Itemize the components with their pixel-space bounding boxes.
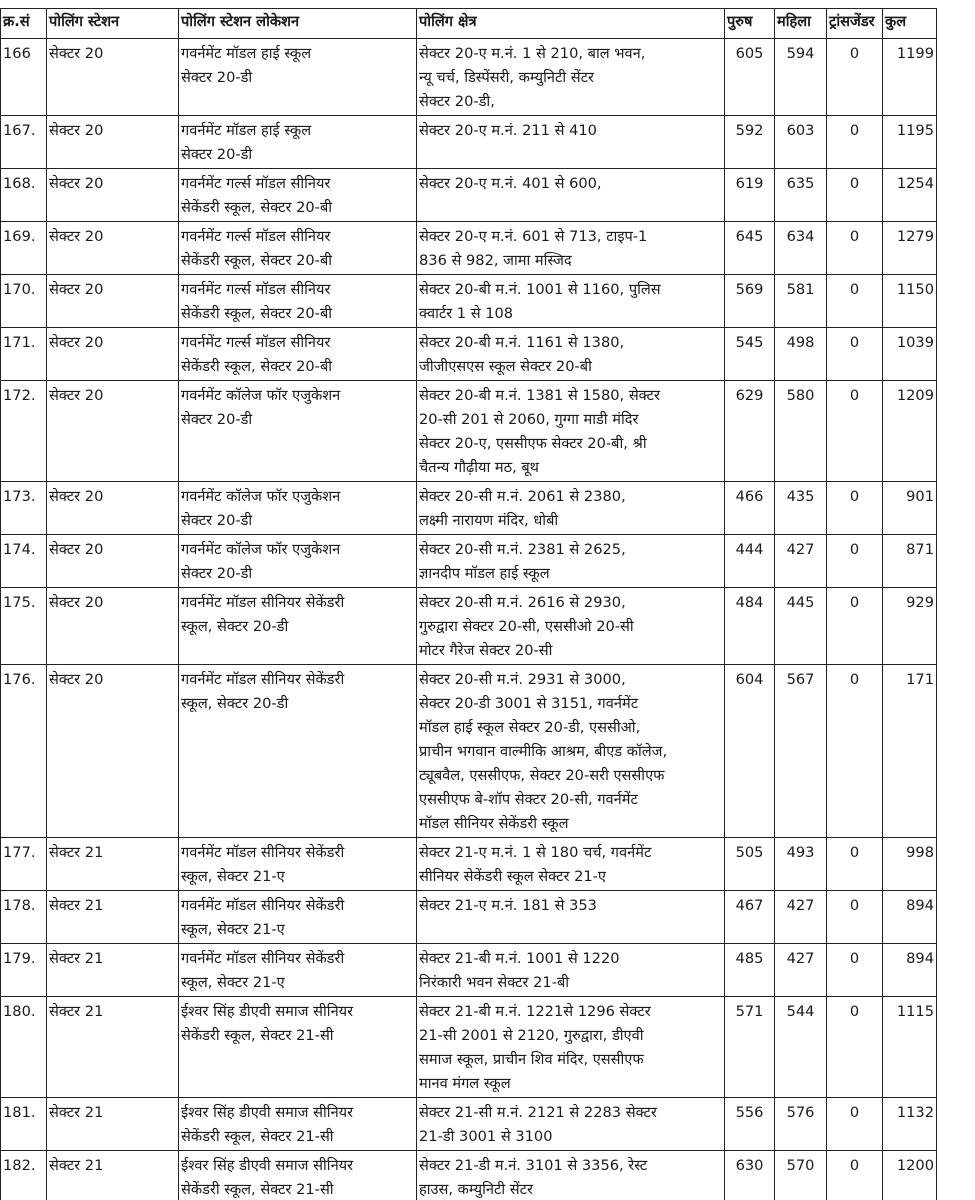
header-transgender: ट्रांसजेंडर [827,9,883,39]
cell-male: 545 [725,328,775,381]
cell-station: सेक्टर 20 [47,535,179,588]
cell-total: 894 [883,944,937,997]
table-row [1,665,937,838]
cell-female: 427 [775,891,827,944]
cell-serial: 180. [1,997,47,1098]
cell-location: ईश्वर सिंह डीएवी समाज सीनियर सेकेंडरी स्कूल, सेक्टर 21-सी [179,997,417,1098]
polling-station-table [0,8,937,1200]
cell-area: सेक्टर 20-ए म.नं. 601 से 713, टाइप-1 836 से 982, जामा मस्जिद [417,222,725,275]
cell-total: 1209 [883,381,937,482]
cell-area: सेक्टर 20-ए म.नं. 401 से 600, [417,169,725,222]
cell-transgender: 0 [827,328,883,381]
table-row [1,1151,937,1200]
cell-serial: 169. [1,222,47,275]
cell-transgender: 0 [827,39,883,116]
cell-female: 635 [775,169,827,222]
cell-female: 594 [775,39,827,116]
cell-transgender: 0 [827,482,883,535]
cell-male: 484 [725,588,775,665]
cell-female: 445 [775,588,827,665]
cell-transgender: 0 [827,944,883,997]
cell-serial: 175. [1,588,47,665]
cell-station: सेक्टर 21 [47,944,179,997]
cell-female: 576 [775,1098,827,1151]
table-row [1,39,937,116]
cell-location: गवर्नमेंट मॉडल सीनियर सेकेंडरी स्कूल, सेक्टर 21-ए [179,838,417,891]
cell-male: 467 [725,891,775,944]
cell-serial: 176. [1,665,47,838]
cell-serial: 182. [1,1151,47,1200]
cell-male: 485 [725,944,775,997]
header-total: कुल [883,9,937,39]
cell-serial: 168. [1,169,47,222]
table-row [1,588,937,665]
cell-serial: 173. [1,482,47,535]
table-row [1,944,937,997]
cell-station: सेक्टर 20 [47,169,179,222]
table-body [1,39,937,1200]
cell-location: गवर्नमेंट मॉडल सीनियर सेकेंडरी स्कूल, सेक्टर 21-ए [179,944,417,997]
cell-total: 1039 [883,328,937,381]
cell-total: 1150 [883,275,937,328]
cell-station: सेक्टर 20 [47,588,179,665]
cell-serial: 177. [1,838,47,891]
table-row [1,838,937,891]
cell-serial: 167. [1,116,47,169]
cell-female: 498 [775,328,827,381]
cell-area: सेक्टर 21-बी म.नं. 1221से 1296 सेक्टर 21-सी 2001 से 2120, गुरुद्वारा, डीएवी समाज स्कूल, प्राचीन शिव मंदिर, एससीएफ मानव मंगल स्कूल [417,997,725,1098]
cell-male: 619 [725,169,775,222]
table-row [1,381,937,482]
cell-transgender: 0 [827,535,883,588]
cell-station: सेक्टर 20 [47,381,179,482]
header-male: पुरुष [725,9,775,39]
table-row [1,222,937,275]
cell-area: सेक्टर 20-बी म.नं. 1381 से 1580, सेक्टर 20-सी 201 से 2060, गुग्गा माडी मंदिर सेक्टर 20-ए, एससीएफ सेक्टर 20-बी, श्री चैतन्य गौढ़ीया मठ, बूथ [417,381,725,482]
cell-female: 427 [775,944,827,997]
cell-transgender: 0 [827,588,883,665]
cell-transgender: 0 [827,891,883,944]
table-row [1,997,937,1098]
cell-area: सेक्टर 20-ए म.नं. 211 से 410 [417,116,725,169]
cell-location: गवर्नमेंट गर्ल्स मॉडल सीनियर सेकेंडरी स्कूल, सेक्टर 20-बी [179,275,417,328]
cell-total: 171 [883,665,937,838]
cell-area: सेक्टर 21-ए म.नं. 181 से 353 [417,891,725,944]
cell-serial: 166 [1,39,47,116]
table-row [1,169,937,222]
cell-total: 1115 [883,997,937,1098]
cell-male: 571 [725,997,775,1098]
cell-area: सेक्टर 21-ए म.नं. 1 से 180 चर्च, गवर्नमेंट सीनियर सेकेंडरी स्कूल सेक्टर 21-ए [417,838,725,891]
cell-serial: 178. [1,891,47,944]
header-female: महिला [775,9,827,39]
cell-area: सेक्टर 20-सी म.नं. 2061 से 2380, लक्ष्मी नारायण मंदिर, धोबी [417,482,725,535]
cell-total: 998 [883,838,937,891]
header-station: पोलिंग स्टेशन [47,9,179,39]
cell-area: सेक्टर 20-सी म.नं. 2931 से 3000, सेक्टर 20-डी 3001 से 3151, गवर्नमेंट मॉडल हाई स्कूल सेक्टर 20-डी, एससीओ, प्राचीन भगवान वाल्मीकि आश्रम, बीएड कॉलेज, ट्यूबवैल, एससीएफ, सेक्टर 20-सरी एससीएफ एससीएफ बे-शॉप सेक्टर 20-सी, गवर्नमेंट मॉडल सीनियर सेकेंडरी स्कूल [417,665,725,838]
cell-female: 544 [775,997,827,1098]
cell-male: 569 [725,275,775,328]
cell-location: ईश्वर सिंह डीएवी समाज सीनियर सेकेंडरी स्कूल, सेक्टर 21-सी [179,1098,417,1151]
cell-station: सेक्टर 20 [47,116,179,169]
cell-total: 871 [883,535,937,588]
cell-station: सेक्टर 20 [47,665,179,838]
cell-male: 466 [725,482,775,535]
cell-location: गवर्नमेंट मॉडल हाई स्कूल सेक्टर 20-डी [179,116,417,169]
cell-total: 1132 [883,1098,937,1151]
cell-serial: 181. [1,1098,47,1151]
table-row [1,891,937,944]
cell-transgender: 0 [827,169,883,222]
cell-total: 894 [883,891,937,944]
cell-station: सेक्टर 20 [47,328,179,381]
cell-male: 630 [725,1151,775,1200]
cell-location: ईश्वर सिंह डीएवी समाज सीनियर सेकेंडरी स्कूल, सेक्टर 21-सी [179,1151,417,1200]
table-row [1,328,937,381]
cell-station: सेक्टर 21 [47,1151,179,1200]
table-row [1,116,937,169]
cell-location: गवर्नमेंट कॉलेज फॉर एजुकेशन सेक्टर 20-डी [179,535,417,588]
cell-transgender: 0 [827,381,883,482]
cell-total: 1200 [883,1151,937,1200]
table-row [1,535,937,588]
cell-area: सेक्टर 20-बी म.नं. 1001 से 1160, पुलिस क्वार्टर 1 से 108 [417,275,725,328]
cell-location: गवर्नमेंट मॉडल सीनियर सेकेंडरी स्कूल, सेक्टर 21-ए [179,891,417,944]
cell-area: सेक्टर 20-सी म.नं. 2381 से 2625, ज्ञानदीप मॉडल हाई स्कूल [417,535,725,588]
cell-serial: 179. [1,944,47,997]
cell-station: सेक्टर 20 [47,482,179,535]
cell-area: सेक्टर 20-ए म.नं. 1 से 210, बाल भवन, न्यू चर्च, डिस्पेंसरी, कम्युनिटी सेंटर सेक्टर 20-डी, [417,39,725,116]
cell-station: सेक्टर 20 [47,39,179,116]
cell-transgender: 0 [827,838,883,891]
cell-location: गवर्नमेंट मॉडल सीनियर सेकेंडरी स्कूल, सेक्टर 20-डी [179,665,417,838]
cell-transgender: 0 [827,222,883,275]
table-header-row [1,9,937,39]
cell-total: 901 [883,482,937,535]
cell-station: सेक्टर 21 [47,891,179,944]
cell-total: 1254 [883,169,937,222]
cell-female: 603 [775,116,827,169]
cell-total: 1279 [883,222,937,275]
cell-location: गवर्नमेंट मॉडल हाई स्कूल सेक्टर 20-डी [179,39,417,116]
cell-transgender: 0 [827,1151,883,1200]
cell-female: 570 [775,1151,827,1200]
cell-area: सेक्टर 21-डी म.नं. 3101 से 3356, रेस्ट हाउस, कम्युनिटी सेंटर [417,1151,725,1200]
cell-female: 634 [775,222,827,275]
cell-location: गवर्नमेंट कॉलेज फॉर एजुकेशन सेक्टर 20-डी [179,381,417,482]
cell-station: सेक्टर 21 [47,838,179,891]
header-location: पोलिंग स्टेशन लोकेशन [179,9,417,39]
cell-female: 435 [775,482,827,535]
cell-male: 592 [725,116,775,169]
cell-female: 581 [775,275,827,328]
cell-location: गवर्नमेंट कॉलेज फॉर एजुकेशन सेक्टर 20-डी [179,482,417,535]
cell-serial: 172. [1,381,47,482]
cell-station: सेक्टर 20 [47,222,179,275]
cell-total: 1199 [883,39,937,116]
cell-total: 929 [883,588,937,665]
cell-transgender: 0 [827,275,883,328]
cell-male: 605 [725,39,775,116]
cell-area: सेक्टर 21-बी म.नं. 1001 से 1220 निरंकारी भवन सेक्टर 21-बी [417,944,725,997]
cell-station: सेक्टर 20 [47,275,179,328]
cell-area: सेक्टर 21-सी म.नं. 2121 से 2283 सेक्टर 21-डी 3001 से 3100 [417,1098,725,1151]
cell-station: सेक्टर 21 [47,1098,179,1151]
cell-male: 505 [725,838,775,891]
cell-male: 645 [725,222,775,275]
table-row [1,482,937,535]
cell-location: गवर्नमेंट मॉडल सीनियर सेकेंडरी स्कूल, सेक्टर 20-डी [179,588,417,665]
cell-female: 427 [775,535,827,588]
cell-male: 556 [725,1098,775,1151]
header-serial: क्र.सं [1,9,47,39]
cell-location: गवर्नमेंट गर्ल्स मॉडल सीनियर सेकेंडरी स्कूल, सेक्टर 20-बी [179,328,417,381]
cell-transgender: 0 [827,116,883,169]
cell-area: सेक्टर 20-सी म.नं. 2616 से 2930, गुरुद्वारा सेक्टर 20-सी, एससीओ 20-सी मोटर गैरेज सेक्टर 20-सी [417,588,725,665]
table-row [1,1098,937,1151]
header-area: पोलिंग क्षेत्र [417,9,725,39]
cell-total: 1195 [883,116,937,169]
cell-male: 444 [725,535,775,588]
table-row [1,275,937,328]
cell-transgender: 0 [827,997,883,1098]
cell-female: 580 [775,381,827,482]
cell-area: सेक्टर 20-बी म.नं. 1161 से 1380, जीजीएसएस स्कूल सेक्टर 20-बी [417,328,725,381]
cell-transgender: 0 [827,665,883,838]
cell-female: 567 [775,665,827,838]
cell-serial: 171. [1,328,47,381]
cell-male: 604 [725,665,775,838]
cell-female: 493 [775,838,827,891]
cell-serial: 174. [1,535,47,588]
cell-male: 629 [725,381,775,482]
cell-station: सेक्टर 21 [47,997,179,1098]
cell-serial: 170. [1,275,47,328]
cell-location: गवर्नमेंट गर्ल्स मॉडल सीनियर सेकेंडरी स्कूल, सेक्टर 20-बी [179,222,417,275]
cell-location: गवर्नमेंट गर्ल्स मॉडल सीनियर सेकेंडरी स्कूल, सेक्टर 20-बी [179,169,417,222]
cell-transgender: 0 [827,1098,883,1151]
